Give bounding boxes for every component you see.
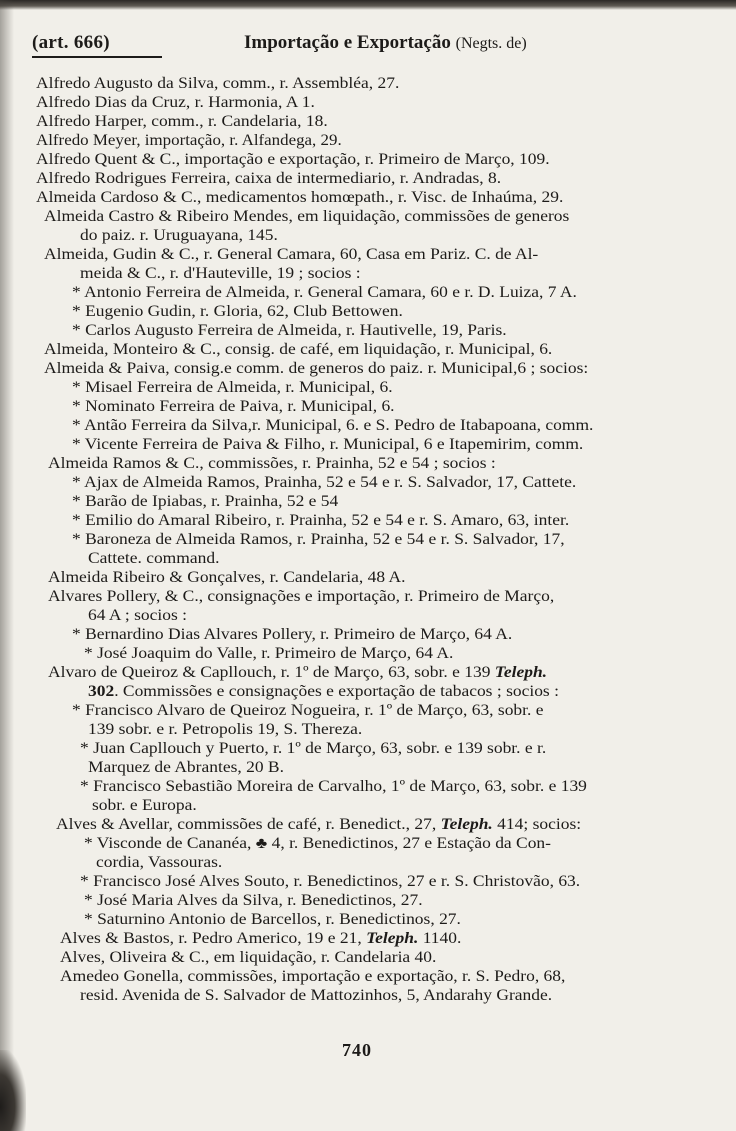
entry-line — [36, 112, 328, 131]
entry-text: 64 A ; socios : — [88, 607, 187, 624]
entry-text: 4, r. Benedictinos, 27 e Estação da Con- — [267, 835, 551, 852]
entry-line — [60, 948, 436, 967]
entry-text: Marquez de Abrantes, 20 B. — [88, 759, 284, 776]
entry-line — [60, 967, 565, 986]
entry-text: Cattete. command. — [88, 550, 220, 567]
entry-text: * Juan Capllouch y Puerto, r. 1º de Março, 63, sobr. e 139 sobr. e r. — [80, 740, 547, 757]
entry-text: Almeida, Monteiro & C., consig. de café, em liquidação, r. Municipal, 6. — [44, 341, 553, 358]
entry-line — [84, 834, 551, 853]
entry-text: Teleph. — [494, 664, 548, 681]
entry-line — [72, 321, 507, 340]
entry-line — [80, 264, 361, 283]
entry-text: Alves & Bastos, r. Pedro Americo, 19 e 21, — [60, 930, 367, 947]
entry-line — [36, 169, 501, 188]
scan-top-edge — [0, 0, 736, 10]
page-header — [32, 30, 672, 58]
section-title — [244, 32, 527, 54]
entry-line — [80, 226, 278, 245]
entry-text: Almeida, Gudin & C., r. General Camara, 60, Casa em Pariz. C. de Al- — [44, 246, 539, 263]
entry-text: Alfredo Rodrigues Ferreira, caixa de intermediario, r. Andradas, 8. — [36, 170, 502, 187]
entry-text: * Visconde de Cananéa, — [84, 835, 256, 852]
entry-text: Alfredo Quent & C., importação e exportação, r. Primeiro de Março, 109. — [36, 151, 550, 168]
entry-line — [72, 492, 338, 511]
entry-text: * José Joaquim do Valle, r. Primeiro de Março, 64 A. — [84, 645, 454, 662]
entry-line — [72, 625, 512, 644]
article-reference: (art. 666) — [32, 32, 110, 53]
entry-text: 414; socios: — [492, 816, 582, 833]
entry-line — [36, 74, 399, 93]
entry-text: * Saturnino Antonio de Barcellos, r. Benedictinos, 27. — [84, 911, 461, 928]
entry-line — [56, 815, 581, 834]
entry-line — [44, 359, 588, 378]
entry-text: Almeida Ribeiro & Gonçalves, r. Candelaria, 48 A. — [48, 569, 406, 586]
entry-line — [80, 986, 552, 1005]
entry-line — [36, 93, 315, 112]
entry-line — [80, 739, 546, 758]
entry-text: Teleph. — [366, 930, 419, 947]
entry-line — [72, 473, 576, 492]
entry-line — [84, 891, 423, 910]
entry-line — [44, 340, 552, 359]
entry-line — [36, 150, 550, 169]
entry-line — [88, 606, 187, 625]
scan-left-edge — [0, 0, 14, 1131]
entry-text: Alfredo Augusto da Silva, comm., r. Assembléa, 27. — [36, 75, 400, 92]
entry-text: Almeida Castro & Ribeiro Mendes, em liquidação, commissões de generos — [44, 208, 570, 225]
entry-text: Alfredo Meyer, importação, r. Alfandega, 29. — [36, 132, 342, 149]
entry-line — [48, 454, 496, 473]
page-number: 740 — [342, 1040, 372, 1060]
entry-text: * Antonio Ferreira de Almeida, r. General Camara, 60 e r. D. Luiza, 7 A. — [72, 284, 577, 301]
entry-text: * Francisco José Alves Souto, r. Benedictinos, 27 e r. S. Christovão, 63. — [80, 873, 581, 890]
entry-text: * Bernardino Dias Alvares Pollery, r. Primeiro de Março, 64 A. — [72, 626, 513, 643]
entry-text: Alvaro de Queiroz & Capllouch, r. 1º de Março, 63, sobr. e 139 — [48, 664, 495, 681]
entry-line — [72, 283, 577, 302]
entry-text: cordia, Vassouras. — [96, 854, 223, 871]
entry-line — [48, 568, 405, 587]
entry-line — [88, 720, 362, 739]
entry-line — [48, 663, 547, 682]
entry-line — [84, 644, 453, 663]
entry-line — [80, 872, 580, 891]
entry-line — [72, 378, 393, 397]
entry-line — [72, 416, 593, 435]
entry-text: Almeida & Paiva, consig.e comm. de generos do paiz. r. Municipal,6 ; socios: — [44, 360, 589, 377]
entry-text: * Francisco Alvaro de Queiroz Nogueira, r. 1º de Março, 63, sobr. e — [72, 702, 544, 719]
entry-text: Teleph. — [440, 816, 493, 833]
entry-text: * Carlos Augusto Ferreira de Almeida, r. Hautivelle, 19, Paris. — [72, 322, 507, 339]
entry-text: * Barão de Ipiabas, r. Prainha, 52 e 54 — [72, 493, 339, 510]
entry-line — [44, 245, 538, 264]
entry-text: 1140. — [418, 930, 462, 947]
entry-line — [88, 682, 559, 701]
entry-line — [48, 587, 554, 606]
entry-text: * Emilio do Amaral Ribeiro, r. Prainha, 52 e 54 e r. S. Amaro, 63, inter. — [72, 512, 570, 529]
entry-line — [92, 796, 197, 815]
entry-line — [88, 758, 284, 777]
header-rule — [32, 56, 162, 58]
entry-line — [72, 435, 583, 454]
entry-text: sobr. e Europa. — [92, 797, 197, 814]
entry-line — [96, 853, 222, 872]
entry-text: ♣ — [255, 835, 268, 852]
entry-text: * Francisco Sebastião Moreira de Carvalho, 1º de Março, 63, sobr. e 139 — [80, 778, 587, 795]
entry-text: * Antão Ferreira da Silva,r. Municipal, 6. e S. Pedro de Itabapoana, comm. — [72, 417, 594, 434]
entry-text: Amedeo Gonella, commissões, importação e exportação, r. S. Pedro, 68, — [60, 968, 566, 985]
entry-text: . Commissões e consignações e exportação de tabacos ; socios : — [114, 683, 559, 700]
entry-line — [88, 549, 219, 568]
entry-text: Alves, Oliveira & C., em liquidação, r. Candelaria 40. — [60, 949, 437, 966]
entry-line — [80, 777, 587, 796]
entry-line — [44, 207, 569, 226]
entry-text: Almeida Cardoso & C., medicamentos homœpath., r. Visc. de Inhaúma, 29. — [36, 189, 564, 206]
entry-text: * Vicente Ferreira de Paiva & Filho, r. Municipal, 6 e Itapemirim, comm. — [72, 436, 584, 453]
entry-line — [60, 929, 461, 948]
entry-text: * Baroneza de Almeida Ramos, r. Prainha, 52 e 54 e r. S. Salvador, 17, — [72, 531, 565, 548]
entry-text: Almeida Ramos & C., commissões, r. Prainha, 52 e 54 ; socios : — [48, 455, 496, 472]
entry-text: meida & C., r. d'Hauteville, 19 ; socios : — [80, 265, 361, 282]
entry-text: Alves & Avellar, commissões de café, r. Benedict., 27, — [56, 816, 441, 833]
entry-text: Alfredo Harper, comm., r. Candelaria, 18. — [36, 113, 328, 130]
entry-line — [72, 530, 565, 549]
entry-text: resid. Avenida de S. Salvador de Mattozinhos, 5, Andarahy Grande. — [80, 987, 553, 1004]
entry-text: * Eugenio Gudin, r. Gloria, 62, Club Bettowen. — [72, 303, 403, 320]
section-subtitle: (Negts. de) — [455, 35, 527, 52]
entry-line — [72, 511, 569, 530]
entry-line — [36, 131, 342, 150]
entry-line — [72, 302, 403, 321]
entry-text: 139 sobr. e r. Petropolis 19, S. Thereza. — [88, 721, 363, 738]
entry-text: * Ajax de Almeida Ramos, Prainha, 52 e 54 e r. S. Salvador, 17, Cattete. — [72, 474, 577, 491]
entry-line — [36, 188, 563, 207]
entry-text: * Misael Ferreira de Almeida, r. Municipal, 6. — [72, 379, 393, 396]
entry-line — [72, 701, 544, 720]
entry-line — [84, 910, 461, 929]
entry-text: * Nominato Ferreira de Paiva, r. Municipal, 6. — [72, 398, 395, 415]
entry-line — [72, 397, 395, 416]
entry-text: Alfredo Dias da Cruz, r. Harmonia, A 1. — [36, 94, 315, 111]
section-title-text: Importação e Exportação — [244, 32, 451, 53]
entry-text: * José Maria Alves da Silva, r. Benedictinos, 27. — [84, 892, 423, 909]
entry-text: do paiz. r. Uruguayana, 145. — [80, 227, 278, 244]
entry-text: 302 — [88, 683, 115, 700]
entry-text: Alvares Pollery, & C., consignações e importação, r. Primeiro de Março, — [48, 588, 555, 605]
ink-blot — [0, 1050, 26, 1131]
